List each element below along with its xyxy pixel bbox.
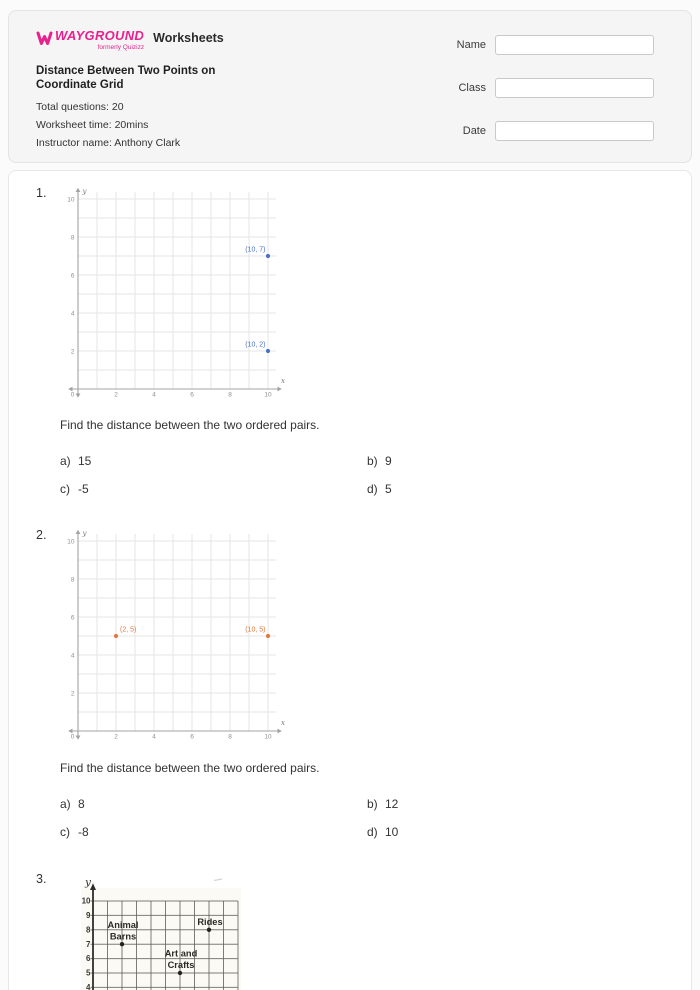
name-input[interactable]: [495, 35, 654, 55]
svg-text:x: x: [281, 377, 285, 385]
question-1-option-c: c) -5: [60, 482, 89, 496]
svg-text:(2, 5): (2, 5): [120, 626, 137, 634]
question-1-option-b: b) 9: [367, 454, 392, 468]
meta-worksheet-time: Worksheet time: 20mins: [36, 119, 149, 131]
question-2-option-b: b) 12: [367, 797, 399, 811]
option-row: [60, 798, 660, 811]
question-3-number: 3.: [36, 872, 47, 886]
svg-text:10: 10: [67, 196, 75, 204]
svg-text:Animal: Animal: [107, 919, 139, 930]
brand-tagline: formerly Quizizz: [97, 44, 145, 51]
product-name: Worksheets: [153, 31, 224, 45]
svg-text:7: 7: [86, 939, 91, 949]
svg-text:6: 6: [86, 954, 91, 964]
name-field-row: [427, 35, 663, 55]
worksheet-header: [8, 10, 692, 163]
question-1-options: [60, 455, 660, 511]
svg-text:2: 2: [70, 348, 75, 356]
question-1-coordinate-grid: [63, 186, 287, 405]
svg-text:6: 6: [190, 733, 194, 741]
svg-text:10: 10: [67, 538, 75, 546]
svg-text:9: 9: [86, 911, 91, 920]
worksheet-meta: [36, 98, 180, 152]
svg-text:(10, 7): (10, 7): [245, 246, 266, 254]
svg-text:Barns: Barns: [109, 931, 137, 942]
svg-text:5: 5: [86, 968, 91, 978]
svg-text:10: 10: [81, 896, 91, 906]
worksheet-title: Distance Between Two Points on Coordinate Grid: [36, 65, 216, 91]
question-2-option-d: d) 10: [367, 825, 399, 839]
student-fields: [427, 35, 663, 164]
date-label: Date: [462, 125, 486, 137]
brand-name: WAYGROUND: [55, 28, 145, 43]
question-3-map-grid: [80, 876, 242, 990]
svg-text:6: 6: [70, 272, 75, 280]
name-label: Name: [456, 39, 486, 51]
svg-text:10: 10: [264, 733, 272, 741]
svg-text:10: 10: [264, 391, 272, 399]
date-input[interactable]: [495, 121, 654, 141]
svg-text:(10, 5): (10, 5): [245, 626, 266, 634]
svg-text:8: 8: [70, 234, 75, 242]
question-1-option-a: a) 15: [60, 454, 92, 468]
class-label: Class: [458, 82, 486, 94]
svg-text:(10, 2): (10, 2): [245, 341, 266, 349]
question-1-option-d: d) 5: [367, 482, 392, 496]
svg-text:y: y: [82, 529, 87, 538]
question-1-prompt: Find the distance between the two ordered pairs.: [60, 418, 320, 432]
date-field-row: [427, 121, 663, 141]
question-1-number: 1.: [36, 186, 47, 200]
svg-text:y: y: [85, 876, 91, 889]
wayground-logo: [55, 29, 144, 51]
svg-text:x: x: [281, 719, 285, 727]
wayground-logo-icon: [36, 30, 53, 46]
svg-text:4: 4: [152, 391, 156, 399]
svg-text:8: 8: [86, 925, 91, 935]
option-row: [60, 455, 660, 468]
svg-text:Art and: Art and: [164, 948, 198, 959]
svg-text:Crafts: Crafts: [167, 960, 195, 971]
svg-text:Rides: Rides: [197, 917, 223, 927]
class-field-row: [427, 78, 663, 98]
option-row: [60, 826, 660, 839]
svg-text:8: 8: [228, 391, 232, 399]
svg-text:6: 6: [190, 391, 194, 399]
question-2-option-a: a) 8: [60, 797, 85, 811]
svg-text:8: 8: [70, 576, 75, 584]
svg-text:4: 4: [70, 652, 75, 660]
class-input[interactable]: [495, 78, 654, 98]
svg-text:y: y: [82, 187, 87, 196]
svg-text:0: 0: [70, 391, 75, 399]
svg-text:2: 2: [70, 690, 75, 698]
svg-text:8: 8: [228, 733, 232, 741]
question-2-prompt: Find the distance between the two ordered pairs.: [60, 761, 320, 775]
question-2-coordinate-grid: [63, 528, 287, 747]
meta-instructor-name: Instructor name: Anthony Clark: [36, 137, 181, 149]
svg-text:4: 4: [70, 310, 75, 318]
option-row: [60, 483, 660, 496]
question-2-option-c: c) -8: [60, 825, 89, 839]
question-2-options: [60, 798, 660, 854]
meta-total-questions: Total questions: 20: [36, 101, 124, 113]
svg-text:0: 0: [70, 733, 75, 741]
brand-row: [36, 29, 224, 51]
svg-text:4: 4: [152, 733, 156, 741]
svg-text:4: 4: [86, 983, 91, 990]
svg-text:6: 6: [70, 614, 75, 622]
question-2-number: 2.: [36, 528, 47, 542]
svg-text:2: 2: [114, 733, 118, 741]
svg-text:2: 2: [114, 391, 118, 399]
